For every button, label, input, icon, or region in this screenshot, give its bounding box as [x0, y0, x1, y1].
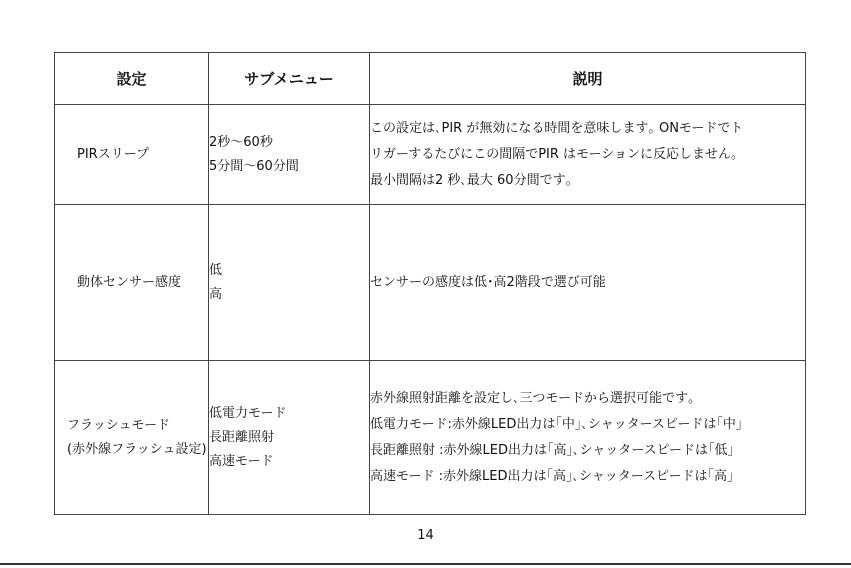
option-item: 2秒～60秒 — [209, 134, 273, 150]
option-item: 低電力モード — [209, 405, 287, 421]
bottom-divider — [0, 563, 851, 565]
description-line: 長距離照射 :赤外線LED出力は｢高｣､シャッタースピードは｢低｣ — [370, 442, 735, 458]
description-line: 高速モード :赤外線LED出力は｢高｣､シャッタースピードは｢高｣ — [370, 468, 734, 484]
option-item: 5分間～60分間 — [209, 158, 299, 174]
description-line: 低電力モード:赤外線LED出力は｢中｣､シャッタースピードは｢中｣ — [370, 416, 743, 432]
setting-subname: (赤外線フラッシュ設定) — [67, 441, 207, 457]
header-submenu: サブメニュー — [209, 53, 370, 105]
option-item: 長距離照射 — [209, 429, 275, 445]
description-line: この設定は､PIR が無効になる時間を意味します｡ ONモードでト — [370, 120, 744, 136]
option-item: 高 — [209, 286, 223, 302]
table-header-row — [55, 53, 806, 105]
table-row — [55, 105, 806, 205]
table-row — [55, 361, 806, 515]
header-setting: 設定 — [55, 53, 209, 105]
setting-name: PIRスリープ — [77, 146, 150, 162]
page-number: 14 — [417, 528, 434, 543]
option-item: 高速モード — [209, 453, 274, 469]
description-cell — [370, 205, 806, 361]
option-item: 低 — [209, 262, 223, 278]
settings-table — [54, 52, 806, 515]
options-cell — [209, 361, 370, 515]
setting-cell — [55, 205, 209, 361]
options-cell — [209, 205, 370, 361]
description-cell — [370, 105, 806, 205]
options-cell — [209, 105, 370, 205]
setting-cell — [55, 361, 209, 515]
description-line: 赤外線照射距離を設定し､三つモードから選択可能です｡ — [370, 390, 695, 406]
description-line: リガーするたびにこの間隔でPIR はモーションに反応しません｡ — [370, 146, 738, 162]
setting-name: フラッシュモード — [67, 417, 170, 433]
description-line: センサーの感度は低･高2階段で選び可能 — [370, 274, 606, 290]
description-cell — [370, 361, 806, 515]
description-line: 最小間隔は2 秒､最大 60分間です｡ — [370, 172, 573, 188]
setting-cell — [55, 105, 209, 205]
table-row — [55, 205, 806, 361]
setting-name: 動体センサー感度 — [77, 274, 182, 290]
header-description: 説明 — [370, 53, 806, 105]
